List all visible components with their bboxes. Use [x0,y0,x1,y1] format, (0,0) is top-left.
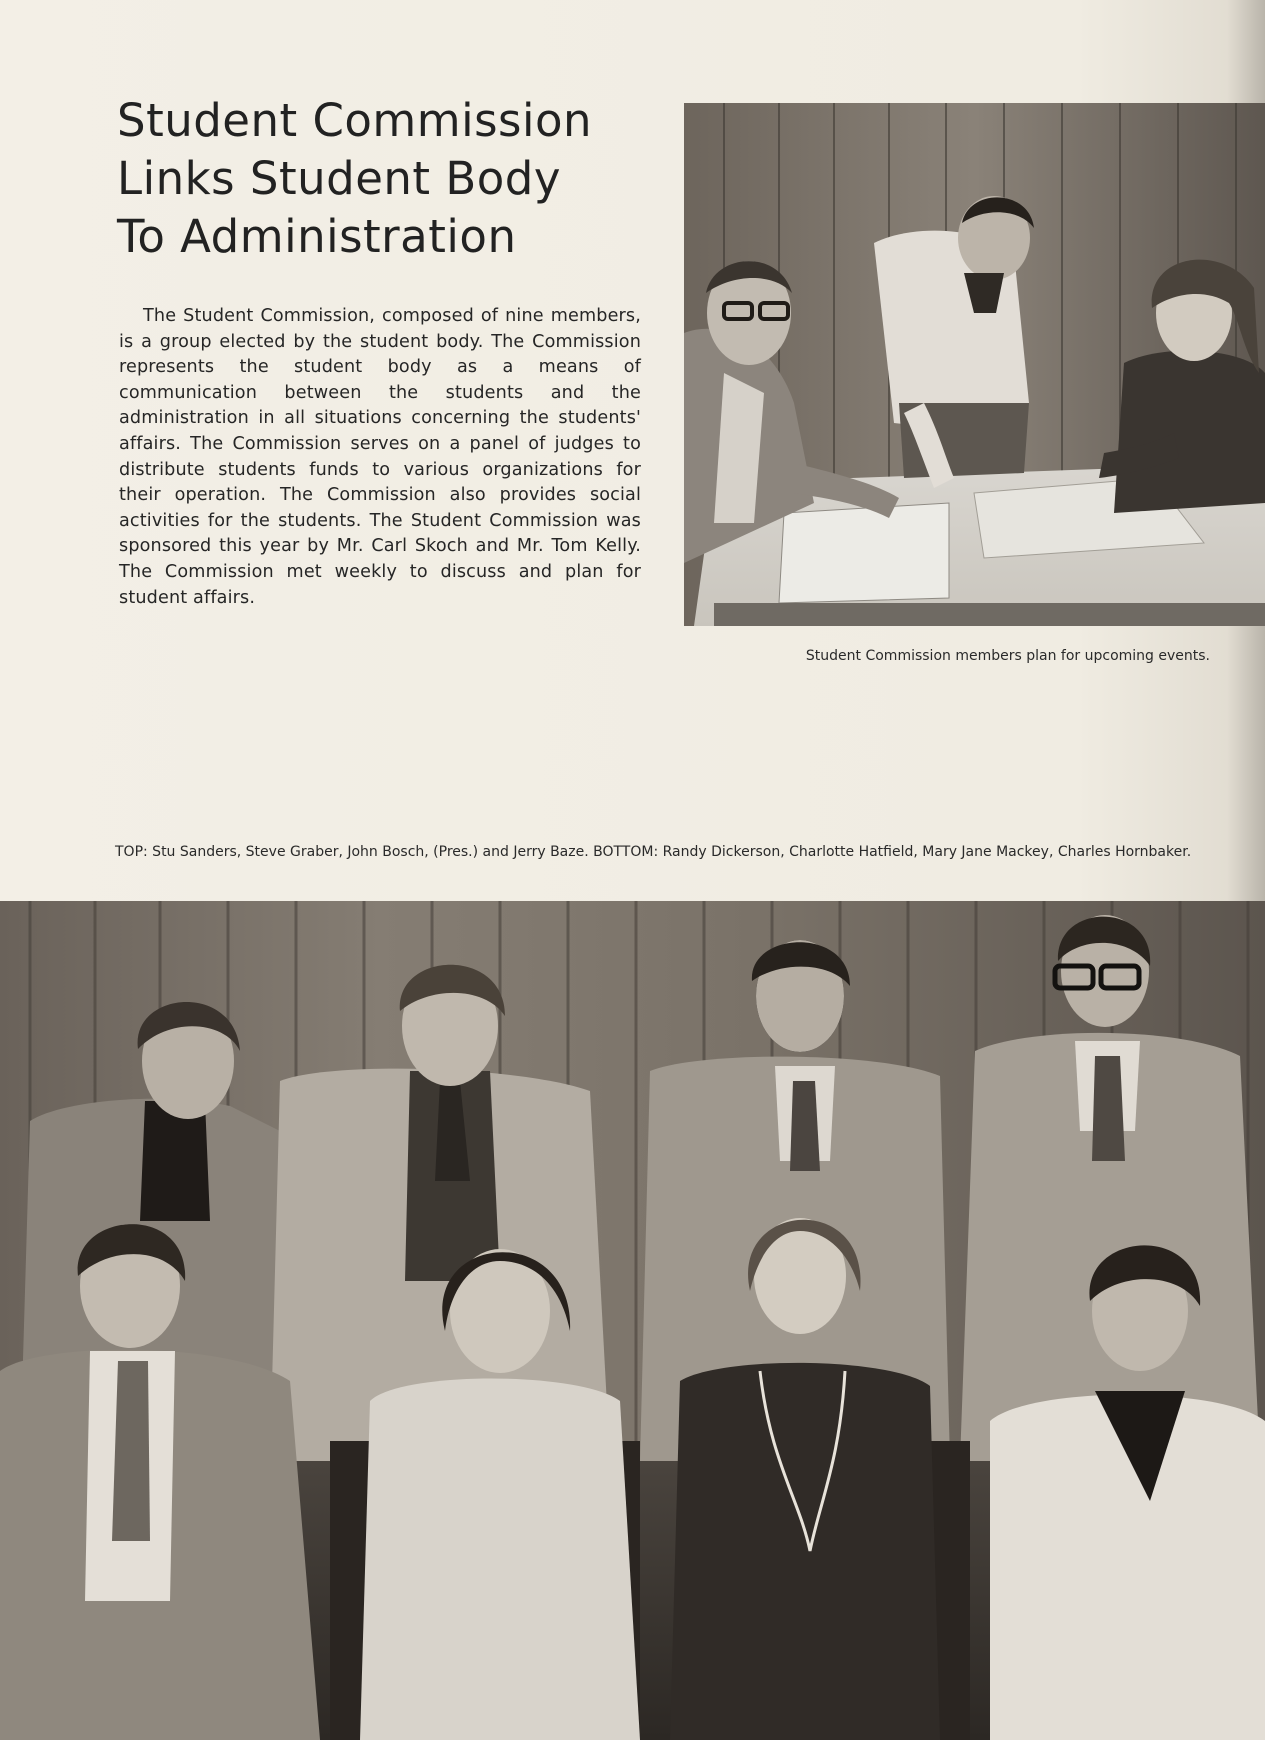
page-headline [117,92,637,266]
meeting-photo [684,103,1265,626]
meeting-photo-caption: Student Commission members plan for upcoming events. [805,648,1210,664]
headline-line-1: Student Commission [117,94,593,147]
headline-line-2: Links Student Body [117,152,561,205]
group-photo [0,901,1265,1740]
article-body: The Student Commission, composed of nine members, is a group elected by the student body. The Commission represents the student body as a means of communication between the students and the administration in all situations concerning the students' affairs. The Commission serves on a panel of judges to distribute students funds to various organizations for their operation. The Commission also provides social activities for the students. The Student Commission was sponsored this year by Mr. Carl Skoch and Mr. Tom Kelly. The Commission met weekly to discuss and plan for student affairs. [119,306,641,608]
headline-line-3: To Administration [117,210,517,263]
group-photo-caption: TOP: Stu Sanders, Steve Graber, John Bosch, (Pres.) and Jerry Baze. BOTTOM: Randy Dickerson, Charlotte Hatfield, Mary Jane Mackey, Charles Hornbaker. [115,844,1192,860]
